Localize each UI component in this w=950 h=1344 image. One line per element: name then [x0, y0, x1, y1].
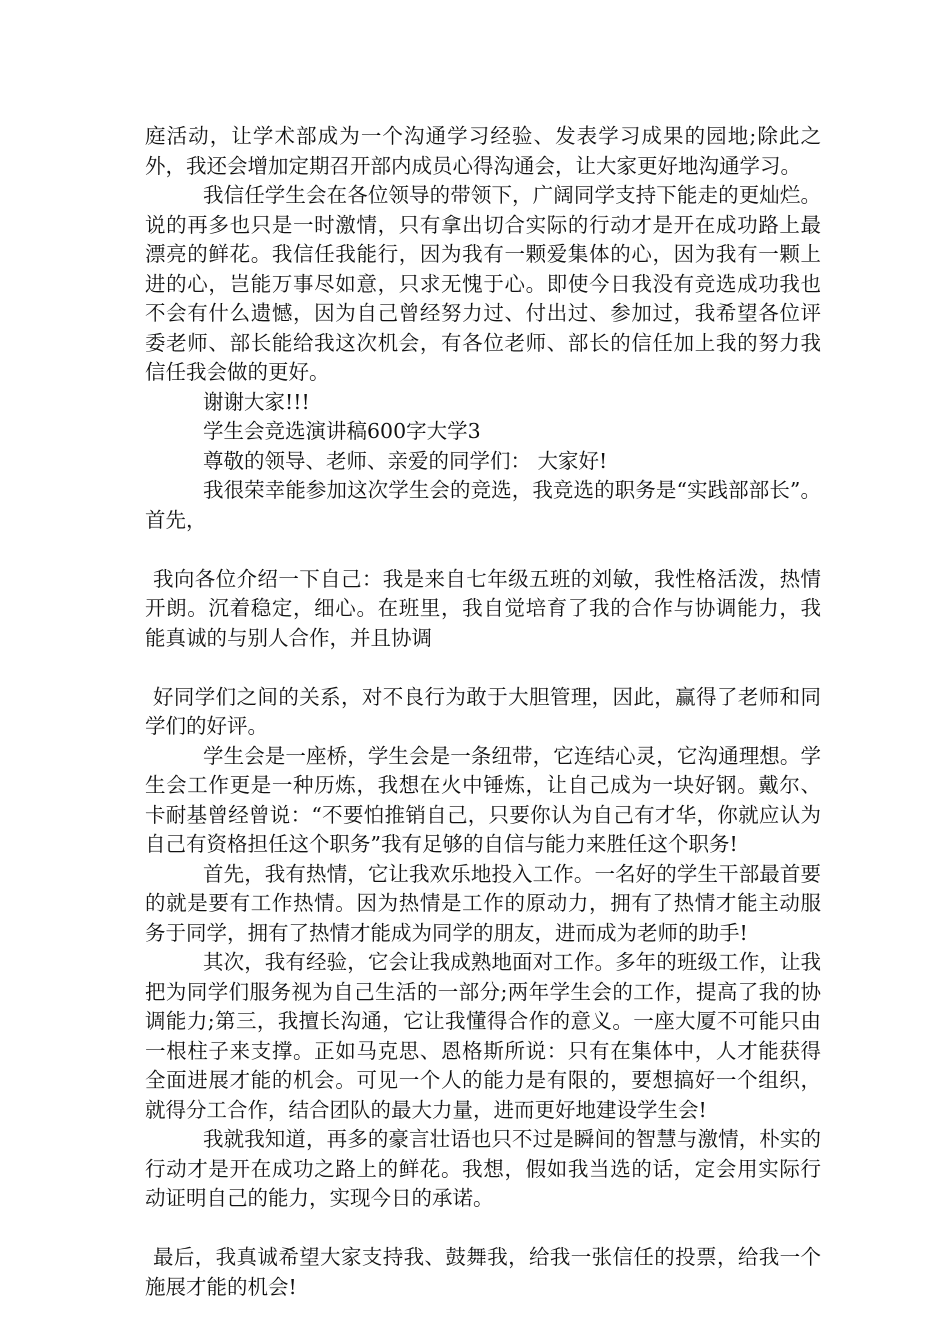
paragraph-opening: 我很荣幸能参加这次学生会的竞选，我竞选的职务是“实践部部长”。首先， [145, 478, 821, 532]
paragraph-relations: 好同学们之间的关系，对不良行为敢于大胆管理，因此，赢得了老师和同学们的好评。 [145, 684, 821, 738]
paragraph-introduction: 我向各位介绍一下自己：我是来自七年级五班的刘敏，我性格活泼，热情开朗。沉着稳定，细心。在班里，我自觉培育了我的合作与协调能力，我能真诚的与别人合作，并且协调 [145, 566, 821, 650]
paragraph-experience: 其次，我有经验，它会让我成熟地面对工作。多年的班级工作，让我把为同学们服务视为自己生活的一部分;两年学生会的工作，提高了我的协调能力;第三，我擅长沟通，它让我懂得合作的意义。一座大厦不可能只由一根柱子来支撑。正如马克思、恩格斯所说：只有在集体中，人才能获得全面进展才能的机会。可见一个人的能力是有限的，要想搞好一个组织，就得分工合作，结合团队的最大力量，进而更好地建设学生会! [145, 950, 821, 1122]
paragraph-trust: 我信任学生会在各位领导的带领下，广阔同学支持下能走的更灿烂。说的再多也只是一时激情，只有拿出切合实际的行动才是开在成功路上最漂亮的鲜花。我信任我能行，因为我有一颗爱集体的心，因为我有一颗上进的心，岂能万事尽如意，只求无愧于心。即使今日我没有竞选成功我也不会有什么遗憾，因为自己曾经努力过、付出过、参加过，我希望各位评委老师、部长能给我这次机会，有各位老师、部长的信任加上我的努力我信任我会做的更好。 [145, 183, 821, 384]
paragraph-thanks: 谢谢大家!!! [203, 389, 310, 414]
paragraph-bridge: 学生会是一座桥，学生会是一条纽带，它连结心灵，它沟通理想。学生会工作更是一种历炼，我想在火中锤炼，让自己成为一块好钢。戴尔、卡耐基曾经曾说：“不要怕推销自己，只要你认为自己有才华，你就应认为自己有资格担任这个职务”我有足够的自信与能力来胜任这个职务! [145, 743, 821, 856]
paragraph-continuation: 庭活动，让学术部成为一个沟通学习经验、发表学习成果的园地;除此之外，我还会增加定期召开部内成员心得沟通会，让大家更好地沟通学习。 [145, 124, 821, 178]
paragraph-enthusiasm: 首先，我有热情，它让我欢乐地投入工作。一名好的学生干部最首要的就是要有工作热情。因为热情是工作的原动力，拥有了热情才能主动服务于同学，拥有了热情才能成为同学的朋友，进而成为老师的助手! [145, 861, 821, 945]
document-body [145, 122, 821, 1302]
salutation: 尊敬的领导、老师、亲爱的同学们： 大家好! [203, 448, 608, 473]
paragraph-action: 我就我知道，再多的豪言壮语也只不过是瞬间的智慧与激情，朴实的行动才是开在成功之路上的鲜花。我想，假如我当选的话，定会用实际行动证明自己的能力，实现今日的承诺。 [145, 1127, 821, 1210]
speech-title: 学生会竞选演讲稿600字大学3 [203, 419, 481, 443]
paragraph-closing: 最后，我真诚希望大家支持我、鼓舞我，给我一张信任的投票，给我一个施展才能的机会! [145, 1245, 821, 1299]
